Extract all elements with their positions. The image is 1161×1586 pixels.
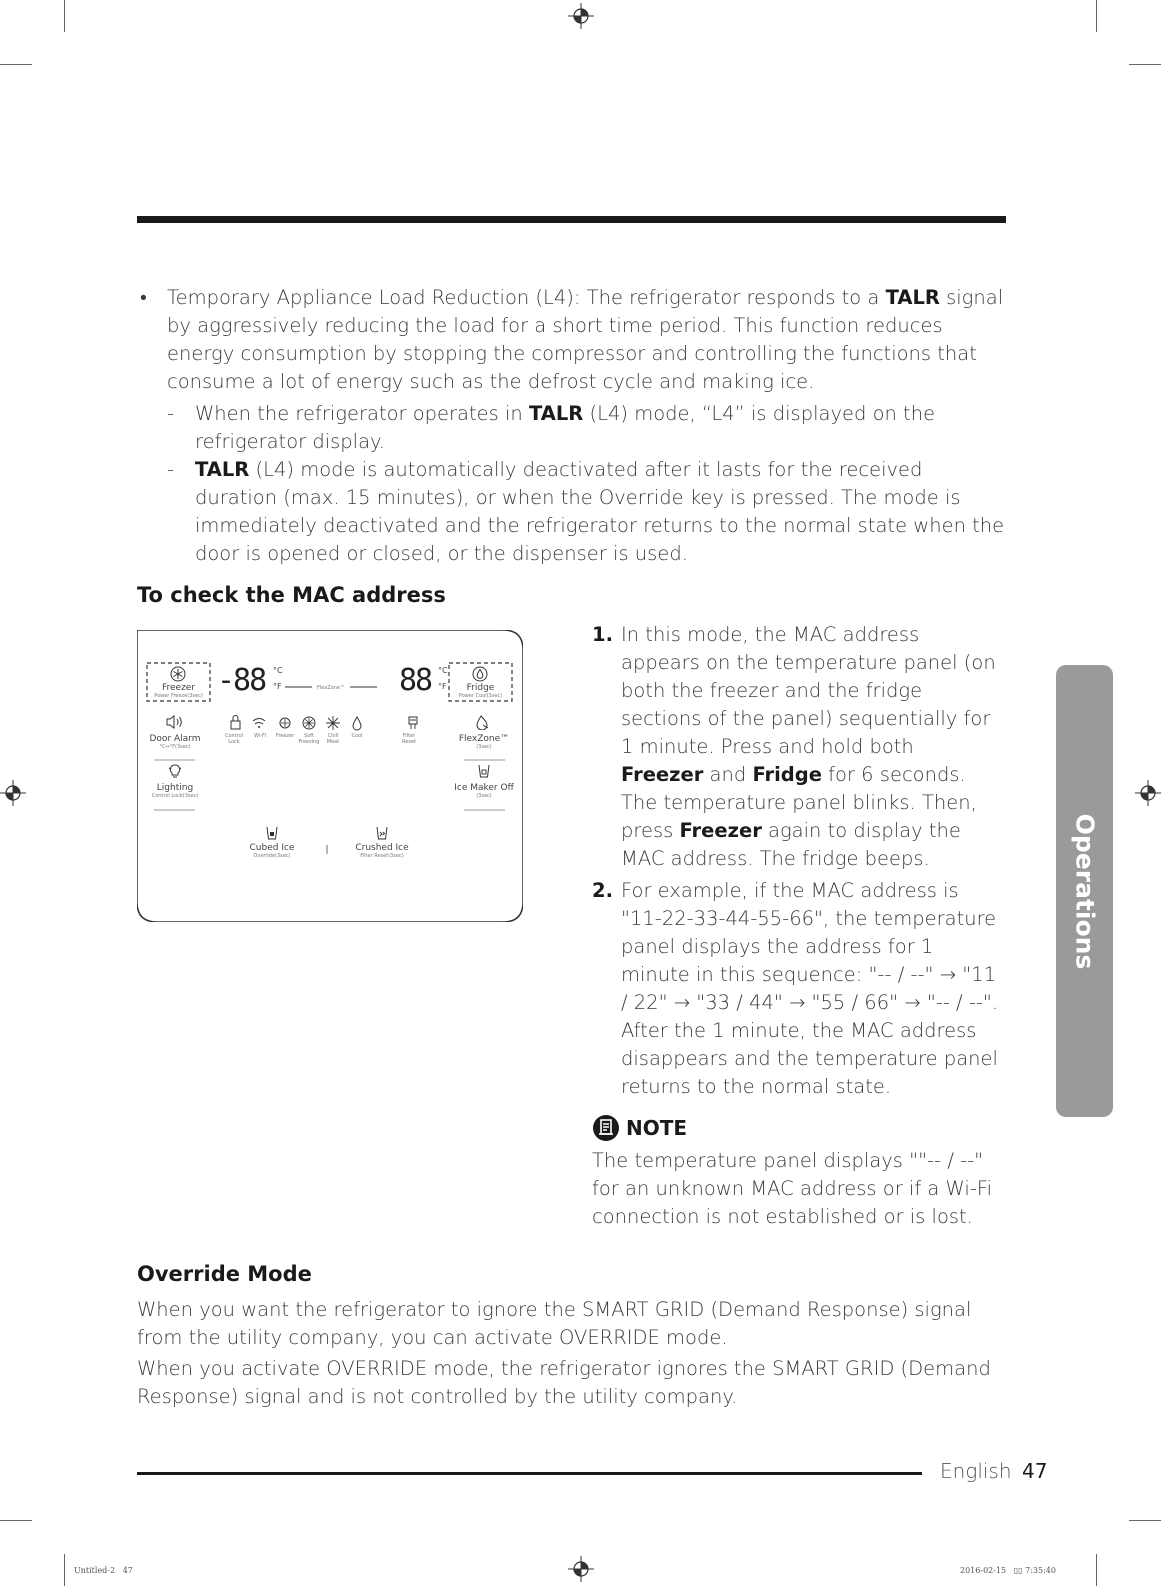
crop-mark <box>64 0 65 32</box>
cubed-ice-sublabel: Override(3sec) <box>253 853 291 859</box>
sub-item-bold: TALR <box>529 402 584 425</box>
celsius-unit: °C <box>438 666 448 675</box>
step-text-run: again to display the MAC address. The fridge beeps. <box>621 819 961 870</box>
bullet-text-pre: Temporary Appliance Load Reduction (L4): The refrigerator responds to a <box>167 286 886 309</box>
chill-meat-icon <box>326 716 340 730</box>
door-alarm-key-label[interactable]: Door Alarm <box>149 734 201 744</box>
step-item <box>592 621 1002 873</box>
crushed-ice-sublabel: Filter Reset(3sec) <box>360 853 404 859</box>
step-number: 1. <box>592 623 613 646</box>
flexzone-icon <box>475 714 491 730</box>
cool-drop-icon <box>353 717 361 730</box>
note-title: NOTE <box>626 1116 688 1140</box>
cubed-ice-icon <box>265 825 279 841</box>
sub-item-post: (L4) mode is automatically deactivated after it lasts for the received duration (max. 15 minutes), or when the Override key is pressed. The mode is immediately deactivated and the refrigerator returns to the normal state when the door is opened or closed, or the dispenser is used. <box>195 458 1005 565</box>
door-alarm-sublabel: °C↔°F(3sec) <box>159 744 191 750</box>
cubed-ice-key-label[interactable]: Cubed Ice <box>249 843 295 853</box>
sub-item-dash: - <box>167 458 175 481</box>
footer-language: English <box>940 1459 1012 1483</box>
mac-address-heading: To check the MAC address <box>137 583 446 607</box>
ice-maker-sublabel: (3sec) <box>476 793 492 799</box>
step-key-name: Freezer <box>679 819 762 842</box>
registration-mark-icon <box>1135 780 1161 806</box>
note-icon <box>592 1114 620 1142</box>
indicator-label-soft-freezing: Soft Freezing <box>298 733 320 745</box>
bullet-text-bold: TALR <box>885 286 940 309</box>
fridge-key-sublabel: Power Cool(3sec) <box>458 693 503 699</box>
step-key-name: Freezer <box>621 763 704 786</box>
footer-page-number: 47 <box>1022 1459 1048 1483</box>
sub-item-dash: - <box>167 402 175 425</box>
crop-mark <box>1129 1520 1161 1521</box>
override-paragraph-2: When you activate OVERRIDE mode, the refrigerator ignores the SMART GRID (Demand Response) signal and is not controlled by the utility company. <box>137 1357 991 1408</box>
registration-mark-icon <box>0 780 26 806</box>
freezer-key-label[interactable]: Freezer <box>161 683 196 693</box>
sub-item-pre: When the refrigerator operates in <box>195 402 529 425</box>
slug-right: 2016-02-15 ▯▯ 7:35:40 <box>960 1566 1056 1575</box>
fridge-temp-display: 88 <box>399 663 432 698</box>
crop-mark <box>1129 64 1161 65</box>
control-panel-illustration <box>137 630 523 922</box>
step-text-run: In this mode, the MAC address appears on the temperature panel (on both the freezer and the fridge sections of the panel) sequentially for 1 minute. <box>621 623 996 758</box>
crop-mark <box>0 1520 32 1521</box>
ice-separator: | <box>325 845 329 855</box>
sub-item-post: (L4) mode, “L4” is displayed on the refrigerator display. <box>195 402 936 453</box>
freezer-key-sublabel: Power Freeze(3sec) <box>154 693 203 699</box>
step-item <box>592 877 1002 1101</box>
step-number: 2. <box>592 879 613 902</box>
flexzone-bar-label: FlexZone™ <box>317 685 345 691</box>
step-text-run: for 6 seconds. The temperature panel blinks. Then, press <box>621 763 977 842</box>
slug-left: Untitled-2 47 <box>74 1566 133 1575</box>
footer-rule <box>137 1472 922 1475</box>
crushed-ice-icon <box>375 825 389 841</box>
freezer-mode-icon <box>280 718 290 728</box>
sub-item <box>167 400 1010 456</box>
lock-icon <box>231 716 240 730</box>
registration-mark-icon <box>568 1556 594 1582</box>
speaker-icon <box>165 714 185 730</box>
bullet-symbol: • <box>140 286 147 309</box>
lightbulb-icon <box>167 763 183 779</box>
crop-mark <box>64 1554 65 1586</box>
step-text <box>621 877 1002 1101</box>
step-key-name: Fridge <box>752 763 822 786</box>
indicator-label-cool: Cool <box>351 733 363 739</box>
bullet-text <box>167 284 1010 396</box>
section-side-tab-label <box>1056 665 1113 1117</box>
indicator-label-filter-reset: Filter Reset <box>402 733 416 745</box>
fridge-drop-icon <box>472 666 488 682</box>
indicator-label-control-lock: Control Lock <box>224 733 244 745</box>
step-text <box>621 621 1002 873</box>
fahrenheit-unit: °F <box>273 682 282 691</box>
crop-mark <box>1096 0 1097 32</box>
sub-item <box>167 456 1010 568</box>
step-text-run: After the 1 minute, the MAC address disappears and the temperature panel returns to the normal state. <box>621 1019 998 1098</box>
override-paragraph-1: When you want the refrigerator to ignore the SMART GRID (Demand Response) signal from the utility company, you can activate OVERRIDE mode. <box>137 1298 972 1349</box>
registration-mark-icon <box>568 3 594 29</box>
indicator-icons <box>227 714 427 732</box>
flexzone-key-label[interactable]: FlexZone™ <box>458 734 510 744</box>
note-text: The temperature panel displays ""-- / --" for an unknown MAC address or if a Wi-Fi connection is not established or is lost. <box>592 1149 993 1228</box>
override-heading: Override Mode <box>137 1262 312 1286</box>
panel-outline <box>137 630 523 922</box>
ice-maker-off-key-label[interactable]: Ice Maker Off <box>454 783 514 793</box>
crushed-ice-key-label[interactable]: Crushed Ice <box>355 843 409 853</box>
side-tab-text: Operations <box>1070 813 1099 969</box>
sub-item-text <box>195 400 1010 456</box>
crop-mark <box>1096 1554 1097 1586</box>
step-text-run: and <box>703 763 753 786</box>
indicator-label-freezer: Freezer <box>275 733 295 739</box>
freezer-snowflake-icon <box>170 666 186 682</box>
soft-freezing-icon <box>303 717 315 729</box>
flexzone-sublabel: (3sec) <box>476 744 492 750</box>
freezer-temp-display: -88 <box>217 663 266 698</box>
fridge-key-label[interactable]: Fridge <box>466 683 495 693</box>
mac-steps <box>592 621 1002 1101</box>
crop-mark <box>0 64 32 65</box>
step-text-run: Press and hold both <box>714 735 914 758</box>
sub-item-text <box>195 456 1010 568</box>
celsius-unit: °C <box>273 666 283 675</box>
ice-maker-icon <box>477 763 491 779</box>
indicator-label-wifi: Wi-Fi <box>254 733 266 739</box>
wifi-icon <box>253 719 265 729</box>
fahrenheit-unit: °F <box>438 682 447 691</box>
talr-bullet <box>140 284 1010 568</box>
indicator-label-chill-meat: Chill Meat <box>326 733 340 745</box>
lighting-key-label[interactable]: Lighting <box>156 783 194 793</box>
filter-icon <box>409 717 417 729</box>
bullet-text-post: signal by aggressively reducing the load for a short time period. This function reduces energy consumption by stopping the compressor and controlling the functions that consume a lot of energy such as the defrost cycle and making ice. <box>167 286 1004 393</box>
sub-item-bold: TALR <box>195 458 250 481</box>
lighting-sublabel: Control Lock(3sec) <box>151 793 199 799</box>
step-text-run: For example, if the MAC address is "11-22-33-44-55-66", the temperature panel displays the address for 1 minute in this sequence: "-- / --" → "11 / 22" → "33 / 44" → "55 / 66" → "-- / --". <box>621 879 999 1014</box>
top-rule <box>137 216 1006 223</box>
